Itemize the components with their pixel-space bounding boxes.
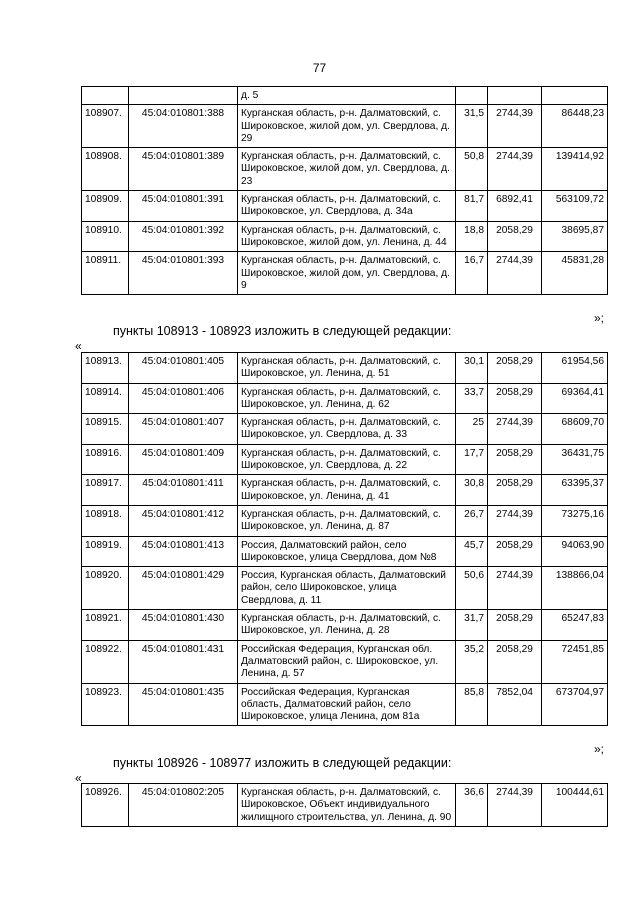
cadastral-value-cell: 63395,37 <box>542 475 608 506</box>
row-number-cell: 108917. <box>82 475 129 506</box>
row-number-cell: 108923. <box>82 683 129 726</box>
page-number: 77 <box>312 61 327 75</box>
cadastral-number-cell: 45:04:010801:409 <box>129 444 238 475</box>
address-cell: Курганская область, р-н. Далматовский, с. Широковское, жилой дом, ул. Ленина, д. 44 <box>238 221 456 252</box>
cadastral-value-cell: 73275,16 <box>542 505 608 536</box>
rate-cell <box>488 87 542 105</box>
cadastral-value-cell: 68609,70 <box>542 414 608 445</box>
table-row <box>82 567 608 610</box>
area-cell: 35,2 <box>456 640 488 683</box>
register-table-1 <box>81 86 608 295</box>
table-row <box>82 252 608 295</box>
rate-cell: 2058,29 <box>488 610 542 641</box>
table-row <box>82 105 608 148</box>
cadastral-number-cell: 45:04:010801:392 <box>129 221 238 252</box>
rate-cell: 2058,29 <box>488 444 542 475</box>
rate-cell: 2744,39 <box>488 414 542 445</box>
rate-cell: 2744,39 <box>488 567 542 610</box>
cadastral-number-cell: 45:04:010801:389 <box>129 148 238 191</box>
area-cell: 85,8 <box>456 683 488 726</box>
row-number-cell: 108919. <box>82 536 129 567</box>
area-cell: 31,5 <box>456 105 488 148</box>
table-row <box>82 683 608 726</box>
address-cell: Курганская область, р-н. Далматовский, с. Широковское, ул. Ленина, д. 41 <box>238 475 456 506</box>
row-number-cell: 108909. <box>82 191 129 222</box>
cadastral-number-cell: 45:04:010801:431 <box>129 640 238 683</box>
row-number-cell: 108922. <box>82 640 129 683</box>
row-number-cell: 108918. <box>82 505 129 536</box>
rate-cell: 2744,39 <box>488 148 542 191</box>
area-cell <box>456 87 488 105</box>
area-cell: 31,7 <box>456 610 488 641</box>
table-row <box>82 87 608 105</box>
cadastral-value-cell: 100444,61 <box>542 784 608 827</box>
cadastral-number-cell: 45:04:010801:388 <box>129 105 238 148</box>
row-number-cell: 108926. <box>82 784 129 827</box>
area-cell: 45,7 <box>456 536 488 567</box>
table-row <box>82 505 608 536</box>
cadastral-number-cell: 45:04:010801:430 <box>129 610 238 641</box>
address-cell: Курганская область, р-н. Далматовский, с. Широковское, ул. Ленина, д. 87 <box>238 505 456 536</box>
area-cell: 16,7 <box>456 252 488 295</box>
rate-cell: 2058,29 <box>488 640 542 683</box>
cadastral-value-cell <box>542 87 608 105</box>
address-cell: Россия, Курганская область, Далматовский район, село Широковское, улица Свердлова, д. 11 <box>238 567 456 610</box>
register-table-3 <box>81 783 608 827</box>
row-number-cell: 108916. <box>82 444 129 475</box>
area-cell: 25 <box>456 414 488 445</box>
cadastral-value-cell: 72451,85 <box>542 640 608 683</box>
address-cell: Курганская область, р-н. Далматовский, с. Широковское, жилой дом, ул. Свердлова, д. 23 <box>238 148 456 191</box>
address-cell: Российская Федерация, Курганская обл. Далматовский район, с. Широковское, ул. Ленина, д. 57 <box>238 640 456 683</box>
table-row <box>82 221 608 252</box>
rate-cell: 7852,04 <box>488 683 542 726</box>
area-cell: 18,8 <box>456 221 488 252</box>
cadastral-value-cell: 38695,87 <box>542 221 608 252</box>
row-number-cell: 108914. <box>82 383 129 414</box>
register-table-2 <box>81 352 608 726</box>
area-cell: 81,7 <box>456 191 488 222</box>
row-number-cell: 108913. <box>82 353 129 384</box>
area-cell: 36,6 <box>456 784 488 827</box>
closing-quote-2: »; <box>594 742 605 756</box>
row-number-cell: 108908. <box>82 148 129 191</box>
cadastral-number-cell: 45:04:010802:205 <box>129 784 238 827</box>
cadastral-value-cell: 94063,90 <box>542 536 608 567</box>
cadastral-value-cell: 86448,23 <box>542 105 608 148</box>
rate-cell: 2744,39 <box>488 784 542 827</box>
area-cell: 30,1 <box>456 353 488 384</box>
rate-cell: 6892,41 <box>488 191 542 222</box>
opening-quote-1: « <box>75 339 82 353</box>
table-row <box>82 784 608 827</box>
rate-cell: 2744,39 <box>488 252 542 295</box>
cadastral-number-cell: 45:04:010801:411 <box>129 475 238 506</box>
address-cell: Курганская область, р-н. Далматовский, с. Широковское, жилой дом, ул. Свердлова, д. 9 <box>238 252 456 295</box>
amendment-heading-2: пункты 108926 - 108977 изложить в следующей редакции: <box>113 756 452 770</box>
cadastral-number-cell: 45:04:010801:412 <box>129 505 238 536</box>
cadastral-number-cell: 45:04:010801:406 <box>129 383 238 414</box>
cadastral-number-cell: 45:04:010801:391 <box>129 191 238 222</box>
table-row <box>82 383 608 414</box>
table-row <box>82 444 608 475</box>
row-number-cell <box>82 87 129 105</box>
row-number-cell: 108910. <box>82 221 129 252</box>
cadastral-number-cell: 45:04:010801:435 <box>129 683 238 726</box>
table-row <box>82 148 608 191</box>
address-cell: Российская Федерация, Курганская область, Далматовский район, село Широковское, улица Ленина, дом 81а <box>238 683 456 726</box>
rate-cell: 2058,29 <box>488 383 542 414</box>
address-cell: Курганская область, р-н. Далматовский, с. Широковское, ул. Ленина, д. 62 <box>238 383 456 414</box>
table-row <box>82 475 608 506</box>
cadastral-number-cell: 45:04:010801:407 <box>129 414 238 445</box>
cadastral-value-cell: 673704,97 <box>542 683 608 726</box>
address-cell: Курганская область, р-н. Далматовский, с. Широковское, ул. Свердлова, д. 22 <box>238 444 456 475</box>
cadastral-value-cell: 69364,41 <box>542 383 608 414</box>
row-number-cell: 108907. <box>82 105 129 148</box>
row-number-cell: 108920. <box>82 567 129 610</box>
cadastral-value-cell: 563109,72 <box>542 191 608 222</box>
cadastral-value-cell: 138866,04 <box>542 567 608 610</box>
area-cell: 33,7 <box>456 383 488 414</box>
address-cell: Курганская область, р-н. Далматовский, с. Широковское, Объект индивидуального жилищного строительства, ул. Ленина, д. 90 <box>238 784 456 827</box>
table-row <box>82 640 608 683</box>
cadastral-number-cell: 45:04:010801:393 <box>129 252 238 295</box>
table-row <box>82 414 608 445</box>
cadastral-value-cell: 61954,56 <box>542 353 608 384</box>
row-number-cell: 108911. <box>82 252 129 295</box>
cadastral-value-cell: 36431,75 <box>542 444 608 475</box>
rate-cell: 2058,29 <box>488 221 542 252</box>
opening-quote-2: « <box>75 771 82 785</box>
rate-cell: 2744,39 <box>488 105 542 148</box>
cadastral-number-cell: 45:04:010801:413 <box>129 536 238 567</box>
closing-quote-1: »; <box>594 311 605 325</box>
cadastral-value-cell: 139414,92 <box>542 148 608 191</box>
table-row <box>82 610 608 641</box>
cadastral-value-cell: 45831,28 <box>542 252 608 295</box>
table-row <box>82 536 608 567</box>
area-cell: 50,8 <box>456 148 488 191</box>
address-cell: Курганская область, р-н. Далматовский, с. Широковское, ул. Ленина, д. 51 <box>238 353 456 384</box>
address-cell: Курганская область, р-н. Далматовский, с. Широковское, ул. Свердлова, д. 34а <box>238 191 456 222</box>
address-cell: Курганская область, р-н. Далматовский, с. Широковское, жилой дом, ул. Свердлова, д. 29 <box>238 105 456 148</box>
rate-cell: 2058,29 <box>488 353 542 384</box>
cadastral-number-cell: 45:04:010801:405 <box>129 353 238 384</box>
cadastral-number-cell: 45:04:010801:429 <box>129 567 238 610</box>
table-row <box>82 191 608 222</box>
address-cell: Курганская область, р-н. Далматовский, с. Широковское, ул. Ленина, д. 28 <box>238 610 456 641</box>
row-number-cell: 108921. <box>82 610 129 641</box>
area-cell: 17,7 <box>456 444 488 475</box>
amendment-heading-1: пункты 108913 - 108923 изложить в следующей редакции: <box>113 324 452 338</box>
area-cell: 26,7 <box>456 505 488 536</box>
address-cell: д. 5 <box>238 87 456 105</box>
address-cell: Россия, Далматовский район, село Широковское, улица Свердлова, дом №8 <box>238 536 456 567</box>
cadastral-value-cell: 65247,83 <box>542 610 608 641</box>
area-cell: 30,8 <box>456 475 488 506</box>
cadastral-number-cell <box>129 87 238 105</box>
rate-cell: 2744,39 <box>488 505 542 536</box>
row-number-cell: 108915. <box>82 414 129 445</box>
rate-cell: 2058,29 <box>488 536 542 567</box>
table-row <box>82 353 608 384</box>
area-cell: 50,6 <box>456 567 488 610</box>
address-cell: Курганская область, р-н. Далматовский, с. Широковское, ул. Свердлова, д. 33 <box>238 414 456 445</box>
rate-cell: 2058,29 <box>488 475 542 506</box>
